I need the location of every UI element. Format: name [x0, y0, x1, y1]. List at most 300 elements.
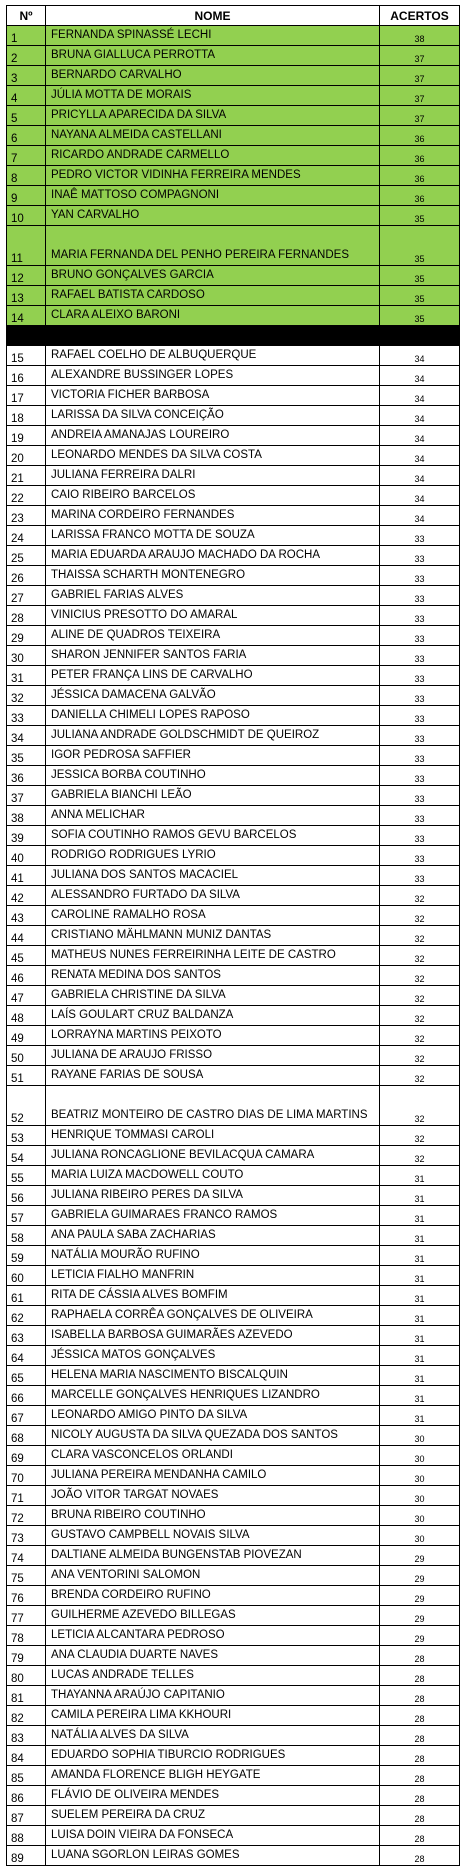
row-score: 31 [380, 1186, 460, 1206]
table-row [7, 486, 460, 506]
row-name: DANIELLA CHIMELI LOPES RAPOSO [46, 706, 380, 726]
table-row [7, 986, 460, 1006]
row-score: 28 [380, 1846, 460, 1866]
table-row [7, 1366, 460, 1386]
row-name: ISABELLA BARBOSA GUIMARÃES AZEVEDO [46, 1326, 380, 1346]
row-score: 28 [380, 1706, 460, 1726]
row-name: MARINA CORDEIRO FERNANDES [46, 506, 380, 526]
row-number: 14 [7, 306, 46, 326]
row-number: 17 [7, 386, 46, 406]
row-number: 44 [7, 926, 46, 946]
row-number: 20 [7, 446, 46, 466]
table-row [7, 166, 460, 186]
row-score: 33 [380, 766, 460, 786]
row-name: RAFAEL BATISTA CARDOSO [46, 286, 380, 306]
table-row [7, 646, 460, 666]
table-row [7, 1526, 460, 1546]
table-row [7, 1426, 460, 1446]
row-name: CAMILA PEREIRA LIMA KKHOURI [46, 1706, 380, 1726]
table-row [7, 606, 460, 626]
row-score: 28 [380, 1666, 460, 1686]
row-score: 29 [380, 1566, 460, 1586]
row-name: GABRIEL FARIAS ALVES [46, 586, 380, 606]
table-row [7, 1686, 460, 1706]
row-number: 48 [7, 1006, 46, 1026]
table-row [7, 1606, 460, 1626]
table-row [7, 946, 460, 966]
row-name: ALESSANDRO FURTADO DA SILVA [46, 886, 380, 906]
row-number: 22 [7, 486, 46, 506]
header-number: Nº [7, 6, 46, 26]
row-score: 32 [380, 926, 460, 946]
row-score: 32 [380, 1126, 460, 1146]
table-row [7, 1766, 460, 1786]
row-score: 33 [380, 606, 460, 626]
row-score: 35 [380, 266, 460, 286]
row-score: 30 [380, 1426, 460, 1446]
table-row [7, 626, 460, 646]
row-name: LEONARDO MENDES DA SILVA COSTA [46, 446, 380, 466]
row-number: 24 [7, 526, 46, 546]
row-number: 75 [7, 1566, 46, 1586]
row-name: RENATA MEDINA DOS SANTOS [46, 966, 380, 986]
row-number: 62 [7, 1306, 46, 1326]
row-name: VINICIUS PRESOTTO DO AMARAL [46, 606, 380, 626]
row-number: 25 [7, 546, 46, 566]
row-number: 1 [7, 26, 46, 46]
row-score: 32 [380, 1006, 460, 1026]
row-number: 66 [7, 1386, 46, 1406]
table-row [7, 186, 460, 206]
row-name: CAIO RIBEIRO BARCELOS [46, 486, 380, 506]
table-row [7, 726, 460, 746]
row-number: 6 [7, 126, 46, 146]
row-name: ANA PAULA SABA ZACHARIAS [46, 1226, 380, 1246]
row-score: 28 [380, 1786, 460, 1806]
row-name: NATÁLIA ALVES DA SILVA [46, 1726, 380, 1746]
separator-bar [7, 326, 460, 346]
row-name: BEATRIZ MONTEIRO DE CASTRO DIAS DE LIMA MARTINS [46, 1086, 380, 1126]
row-name: GABRIELA BIANCHI LEÃO [46, 786, 380, 806]
table-row [7, 1806, 460, 1826]
row-number: 11 [7, 226, 46, 266]
row-name: THAYANNA ARAÚJO CAPITANIO [46, 1686, 380, 1706]
row-number: 67 [7, 1406, 46, 1426]
row-score: 33 [380, 666, 460, 686]
row-score: 33 [380, 546, 460, 566]
row-number: 7 [7, 146, 46, 166]
table-row [7, 1086, 460, 1126]
row-score: 32 [380, 1146, 460, 1166]
row-score: 37 [380, 86, 460, 106]
row-number: 34 [7, 726, 46, 746]
table-row [7, 1846, 460, 1866]
table-row [7, 1406, 460, 1426]
row-number: 73 [7, 1526, 46, 1546]
table-row [7, 526, 460, 546]
table-row [7, 1706, 460, 1726]
row-score: 29 [380, 1606, 460, 1626]
table-row [7, 126, 460, 146]
row-score: 30 [380, 1526, 460, 1546]
row-number: 70 [7, 1466, 46, 1486]
row-name: RAFAEL COELHO DE ALBUQUERQUE [46, 346, 380, 366]
row-score: 37 [380, 106, 460, 126]
row-number: 46 [7, 966, 46, 986]
table-row [7, 1026, 460, 1046]
row-score: 32 [380, 986, 460, 1006]
row-score: 31 [380, 1266, 460, 1286]
row-name: RAPHAELA CORRÊA GONÇALVES DE OLIVEIRA [46, 1306, 380, 1326]
row-name: NATÁLIA MOURÃO RUFINO [46, 1246, 380, 1266]
row-name: MARIA FERNANDA DEL PENHO PEREIRA FERNANDES [46, 226, 380, 266]
row-name: PEDRO VICTOR VIDINHA FERREIRA MENDES [46, 166, 380, 186]
table-row [7, 1446, 460, 1466]
row-name: BRUNA GIALLUCA PERROTTA [46, 46, 380, 66]
table-row [7, 26, 460, 46]
row-number: 89 [7, 1846, 46, 1866]
table-row [7, 686, 460, 706]
row-name: CRISTIANO MÄHLMANN MUNIZ DANTAS [46, 926, 380, 946]
table-row [7, 786, 460, 806]
row-name: LARISSA DA SILVA CONCEIÇÃO [46, 406, 380, 426]
row-name: SUELEM PEREIRA DA CRUZ [46, 1806, 380, 1826]
row-score: 33 [380, 686, 460, 706]
header-name: NOME [46, 6, 380, 26]
row-number: 5 [7, 106, 46, 126]
table-row [7, 66, 460, 86]
row-number: 52 [7, 1086, 46, 1126]
row-number: 85 [7, 1766, 46, 1786]
row-name: GABRIELA GUIMARAES FRANCO RAMOS [46, 1206, 380, 1226]
row-number: 15 [7, 346, 46, 366]
table-row [7, 666, 460, 686]
table-row [7, 286, 460, 306]
table-row [7, 866, 460, 886]
row-name: JULIANA PEREIRA MENDANHA CAMILO [46, 1466, 380, 1486]
table-row [7, 966, 460, 986]
row-name: JULIANA ANDRADE GOLDSCHMIDT DE QUEIROZ [46, 726, 380, 746]
table-row [7, 1046, 460, 1066]
row-score: 33 [380, 626, 460, 646]
row-name: GUSTAVO CAMPBELL NOVAIS SILVA [46, 1526, 380, 1546]
row-name: RAYANE FARIAS DE SOUSA [46, 1066, 380, 1086]
row-score: 30 [380, 1486, 460, 1506]
row-number: 12 [7, 266, 46, 286]
row-name: RITA DE CÁSSIA ALVES BOMFIM [46, 1286, 380, 1306]
table-row [7, 446, 460, 466]
row-name: ANA CLAUDIA DUARTE NAVES [46, 1646, 380, 1666]
table-row [7, 346, 460, 366]
table-row [7, 1326, 460, 1346]
row-name: DALTIANE ALMEIDA BUNGENSTAB PIOVEZAN [46, 1546, 380, 1566]
row-score: 35 [380, 206, 460, 226]
row-name: BRUNO GONÇALVES GARCIA [46, 266, 380, 286]
row-name: GUILHERME AZEVEDO BILLEGAS [46, 1606, 380, 1626]
row-number: 79 [7, 1646, 46, 1666]
row-name: ALINE DE QUADROS TEIXEIRA [46, 626, 380, 646]
table-row [7, 226, 460, 266]
row-number: 29 [7, 626, 46, 646]
row-number: 57 [7, 1206, 46, 1226]
table-row [7, 566, 460, 586]
row-number: 3 [7, 66, 46, 86]
table-row [7, 366, 460, 386]
row-number: 43 [7, 906, 46, 926]
row-name: JÉSSICA MATOS GONÇALVES [46, 1346, 380, 1366]
row-score: 28 [380, 1646, 460, 1666]
row-number: 80 [7, 1666, 46, 1686]
row-score: 34 [380, 346, 460, 366]
row-score: 33 [380, 746, 460, 766]
row-name: LETICIA FIALHO MANFRIN [46, 1266, 380, 1286]
results-table [6, 5, 460, 1866]
row-score: 34 [380, 446, 460, 466]
row-score: 30 [380, 1506, 460, 1526]
row-name: SHARON JENNIFER SANTOS FARIA [46, 646, 380, 666]
row-number: 26 [7, 566, 46, 586]
row-number: 31 [7, 666, 46, 686]
table-row [7, 1386, 460, 1406]
row-number: 87 [7, 1806, 46, 1826]
row-name: YAN CARVALHO [46, 206, 380, 226]
row-name: JULIANA RONCAGLIONE BEVILACQUA CAMARA [46, 1146, 380, 1166]
row-name: SOFIA COUTINHO RAMOS GEVU BARCELOS [46, 826, 380, 846]
row-name: LORRAYNA MARTINS PEIXOTO [46, 1026, 380, 1046]
row-score: 28 [380, 1726, 460, 1746]
row-name: NICOLY AUGUSTA DA SILVA QUEZADA DOS SANTOS [46, 1426, 380, 1446]
row-number: 27 [7, 586, 46, 606]
row-number: 47 [7, 986, 46, 1006]
row-name: ANNA MELICHAR [46, 806, 380, 826]
row-name: RICARDO ANDRADE CARMELLO [46, 146, 380, 166]
row-score: 31 [380, 1226, 460, 1246]
row-score: 32 [380, 1086, 460, 1126]
table-row [7, 506, 460, 526]
row-number: 56 [7, 1186, 46, 1206]
row-name: LUANA SGORLON LEIRAS GOMES [46, 1846, 380, 1866]
row-number: 2 [7, 46, 46, 66]
table-row [7, 846, 460, 866]
row-score: 37 [380, 66, 460, 86]
row-score: 31 [380, 1366, 460, 1386]
row-number: 82 [7, 1706, 46, 1726]
row-number: 68 [7, 1426, 46, 1446]
row-number: 16 [7, 366, 46, 386]
row-score: 36 [380, 146, 460, 166]
row-score: 35 [380, 286, 460, 306]
row-score: 32 [380, 946, 460, 966]
row-number: 61 [7, 1286, 46, 1306]
table-row [7, 1466, 460, 1486]
row-name: JOÃO VITOR TARGAT NOVAES [46, 1486, 380, 1506]
row-number: 83 [7, 1726, 46, 1746]
row-number: 32 [7, 686, 46, 706]
row-number: 28 [7, 606, 46, 626]
table-row [7, 1066, 460, 1086]
row-number: 65 [7, 1366, 46, 1386]
header-row [7, 6, 460, 26]
table-body [7, 26, 460, 1866]
table-row [7, 766, 460, 786]
table-row [7, 1306, 460, 1326]
row-score: 31 [380, 1346, 460, 1366]
table-row [7, 546, 460, 566]
row-name: CLARA VASCONCELOS ORLANDI [46, 1446, 380, 1466]
row-score: 33 [380, 566, 460, 586]
row-name: GABRIELA CHRISTINE DA SILVA [46, 986, 380, 1006]
row-name: AMANDA FLORENCE BLIGH HEYGATE [46, 1766, 380, 1786]
table-row [7, 146, 460, 166]
row-number: 50 [7, 1046, 46, 1066]
table-row [7, 1726, 460, 1746]
table-row [7, 1666, 460, 1686]
row-score: 36 [380, 126, 460, 146]
table-row [7, 906, 460, 926]
table-row [7, 706, 460, 726]
row-number: 54 [7, 1146, 46, 1166]
row-number: 88 [7, 1826, 46, 1846]
row-score: 33 [380, 826, 460, 846]
row-number: 37 [7, 786, 46, 806]
row-number: 4 [7, 86, 46, 106]
row-score: 33 [380, 726, 460, 746]
row-score: 31 [380, 1386, 460, 1406]
table-row [7, 1626, 460, 1646]
table-row [7, 1286, 460, 1306]
table-row [7, 386, 460, 406]
row-name: RODRIGO RODRIGUES LYRIO [46, 846, 380, 866]
row-number: 69 [7, 1446, 46, 1466]
row-number: 58 [7, 1226, 46, 1246]
row-score: 32 [380, 1026, 460, 1046]
row-score: 32 [380, 886, 460, 906]
table-row [7, 1226, 460, 1246]
row-number: 59 [7, 1246, 46, 1266]
table-row [7, 586, 460, 606]
row-score: 31 [380, 1326, 460, 1346]
table-row [7, 1646, 460, 1666]
row-number: 41 [7, 866, 46, 886]
row-name: HELENA MARIA NASCIMENTO BISCALQUIN [46, 1366, 380, 1386]
row-name: JULIANA DE ARAUJO FRISSO [46, 1046, 380, 1066]
row-score: 36 [380, 186, 460, 206]
row-score: 29 [380, 1586, 460, 1606]
row-score: 35 [380, 306, 460, 326]
row-number: 81 [7, 1686, 46, 1706]
row-number: 77 [7, 1606, 46, 1626]
table-row [7, 1006, 460, 1026]
table-row [7, 1146, 460, 1166]
table-row [7, 206, 460, 226]
table-header [7, 6, 460, 26]
row-score: 33 [380, 646, 460, 666]
table-row [7, 426, 460, 446]
table-row [7, 406, 460, 426]
row-score: 31 [380, 1246, 460, 1266]
row-score: 33 [380, 526, 460, 546]
table-row [7, 1186, 460, 1206]
row-name: ALEXANDRE BUSSINGER LOPES [46, 366, 380, 386]
row-score: 33 [380, 706, 460, 726]
row-name: MARIA LUIZA MACDOWELL COUTO [46, 1166, 380, 1186]
table-row [7, 86, 460, 106]
row-score: 34 [380, 506, 460, 526]
row-number: 64 [7, 1346, 46, 1366]
row-name: LETICIA ALCANTARA PEDROSO [46, 1626, 380, 1646]
row-score: 33 [380, 866, 460, 886]
table-row [7, 1506, 460, 1526]
row-name: VICTORIA FICHER BARBOSA [46, 386, 380, 406]
row-number: 23 [7, 506, 46, 526]
row-name: THAISSA SCHARTH MONTENEGRO [46, 566, 380, 586]
row-number: 39 [7, 826, 46, 846]
row-score: 35 [380, 226, 460, 266]
row-score: 33 [380, 786, 460, 806]
row-name: BRUNA RIBEIRO COUTINHO [46, 1506, 380, 1526]
row-name: EDUARDO SOPHIA TIBURCIO RODRIGUES [46, 1746, 380, 1766]
row-name: JÉSSICA DAMACENA GALVÃO [46, 686, 380, 706]
row-name: JÚLIA MOTTA DE MORAIS [46, 86, 380, 106]
row-score: 28 [380, 1746, 460, 1766]
row-name: MATHEUS NUNES FERREIRINHA LEITE DE CASTRO [46, 946, 380, 966]
row-name: LAÍS GOULART CRUZ BALDANZA [46, 1006, 380, 1026]
table-row [7, 1126, 460, 1146]
row-score: 28 [380, 1806, 460, 1826]
table-row [7, 826, 460, 846]
row-name: JULIANA FERREIRA DALRI [46, 466, 380, 486]
table-row [7, 886, 460, 906]
row-number: 19 [7, 426, 46, 446]
row-score: 34 [380, 426, 460, 446]
row-name: CLARA ALEIXO BARONI [46, 306, 380, 326]
row-number: 42 [7, 886, 46, 906]
table-row [7, 1166, 460, 1186]
table-row [7, 1566, 460, 1586]
row-name: ANA VENTORINI SALOMON [46, 1566, 380, 1586]
table-row [7, 1206, 460, 1226]
table-row [7, 1266, 460, 1286]
header-score: ACERTOS [380, 6, 460, 26]
row-name: JULIANA RIBEIRO PERES DA SILVA [46, 1186, 380, 1206]
row-number: 49 [7, 1026, 46, 1046]
table-row [7, 1586, 460, 1606]
row-number: 55 [7, 1166, 46, 1186]
row-number: 78 [7, 1626, 46, 1646]
table-row [7, 926, 460, 946]
row-score: 32 [380, 906, 460, 926]
row-number: 45 [7, 946, 46, 966]
row-number: 9 [7, 186, 46, 206]
row-number: 30 [7, 646, 46, 666]
row-score: 31 [380, 1306, 460, 1326]
table-row [7, 1346, 460, 1366]
row-name: ANDREIA AMANAJAS LOUREIRO [46, 426, 380, 446]
row-name: MARIA EDUARDA ARAUJO MACHADO DA ROCHA [46, 546, 380, 566]
table-row [7, 266, 460, 286]
row-score: 33 [380, 806, 460, 826]
table-row [7, 106, 460, 126]
row-number: 21 [7, 466, 46, 486]
row-score: 32 [380, 1046, 460, 1066]
row-score: 32 [380, 966, 460, 986]
table-row [7, 466, 460, 486]
row-number: 38 [7, 806, 46, 826]
row-score: 34 [380, 406, 460, 426]
table-row [7, 1246, 460, 1266]
row-score: 33 [380, 586, 460, 606]
row-name: BERNARDO CARVALHO [46, 66, 380, 86]
